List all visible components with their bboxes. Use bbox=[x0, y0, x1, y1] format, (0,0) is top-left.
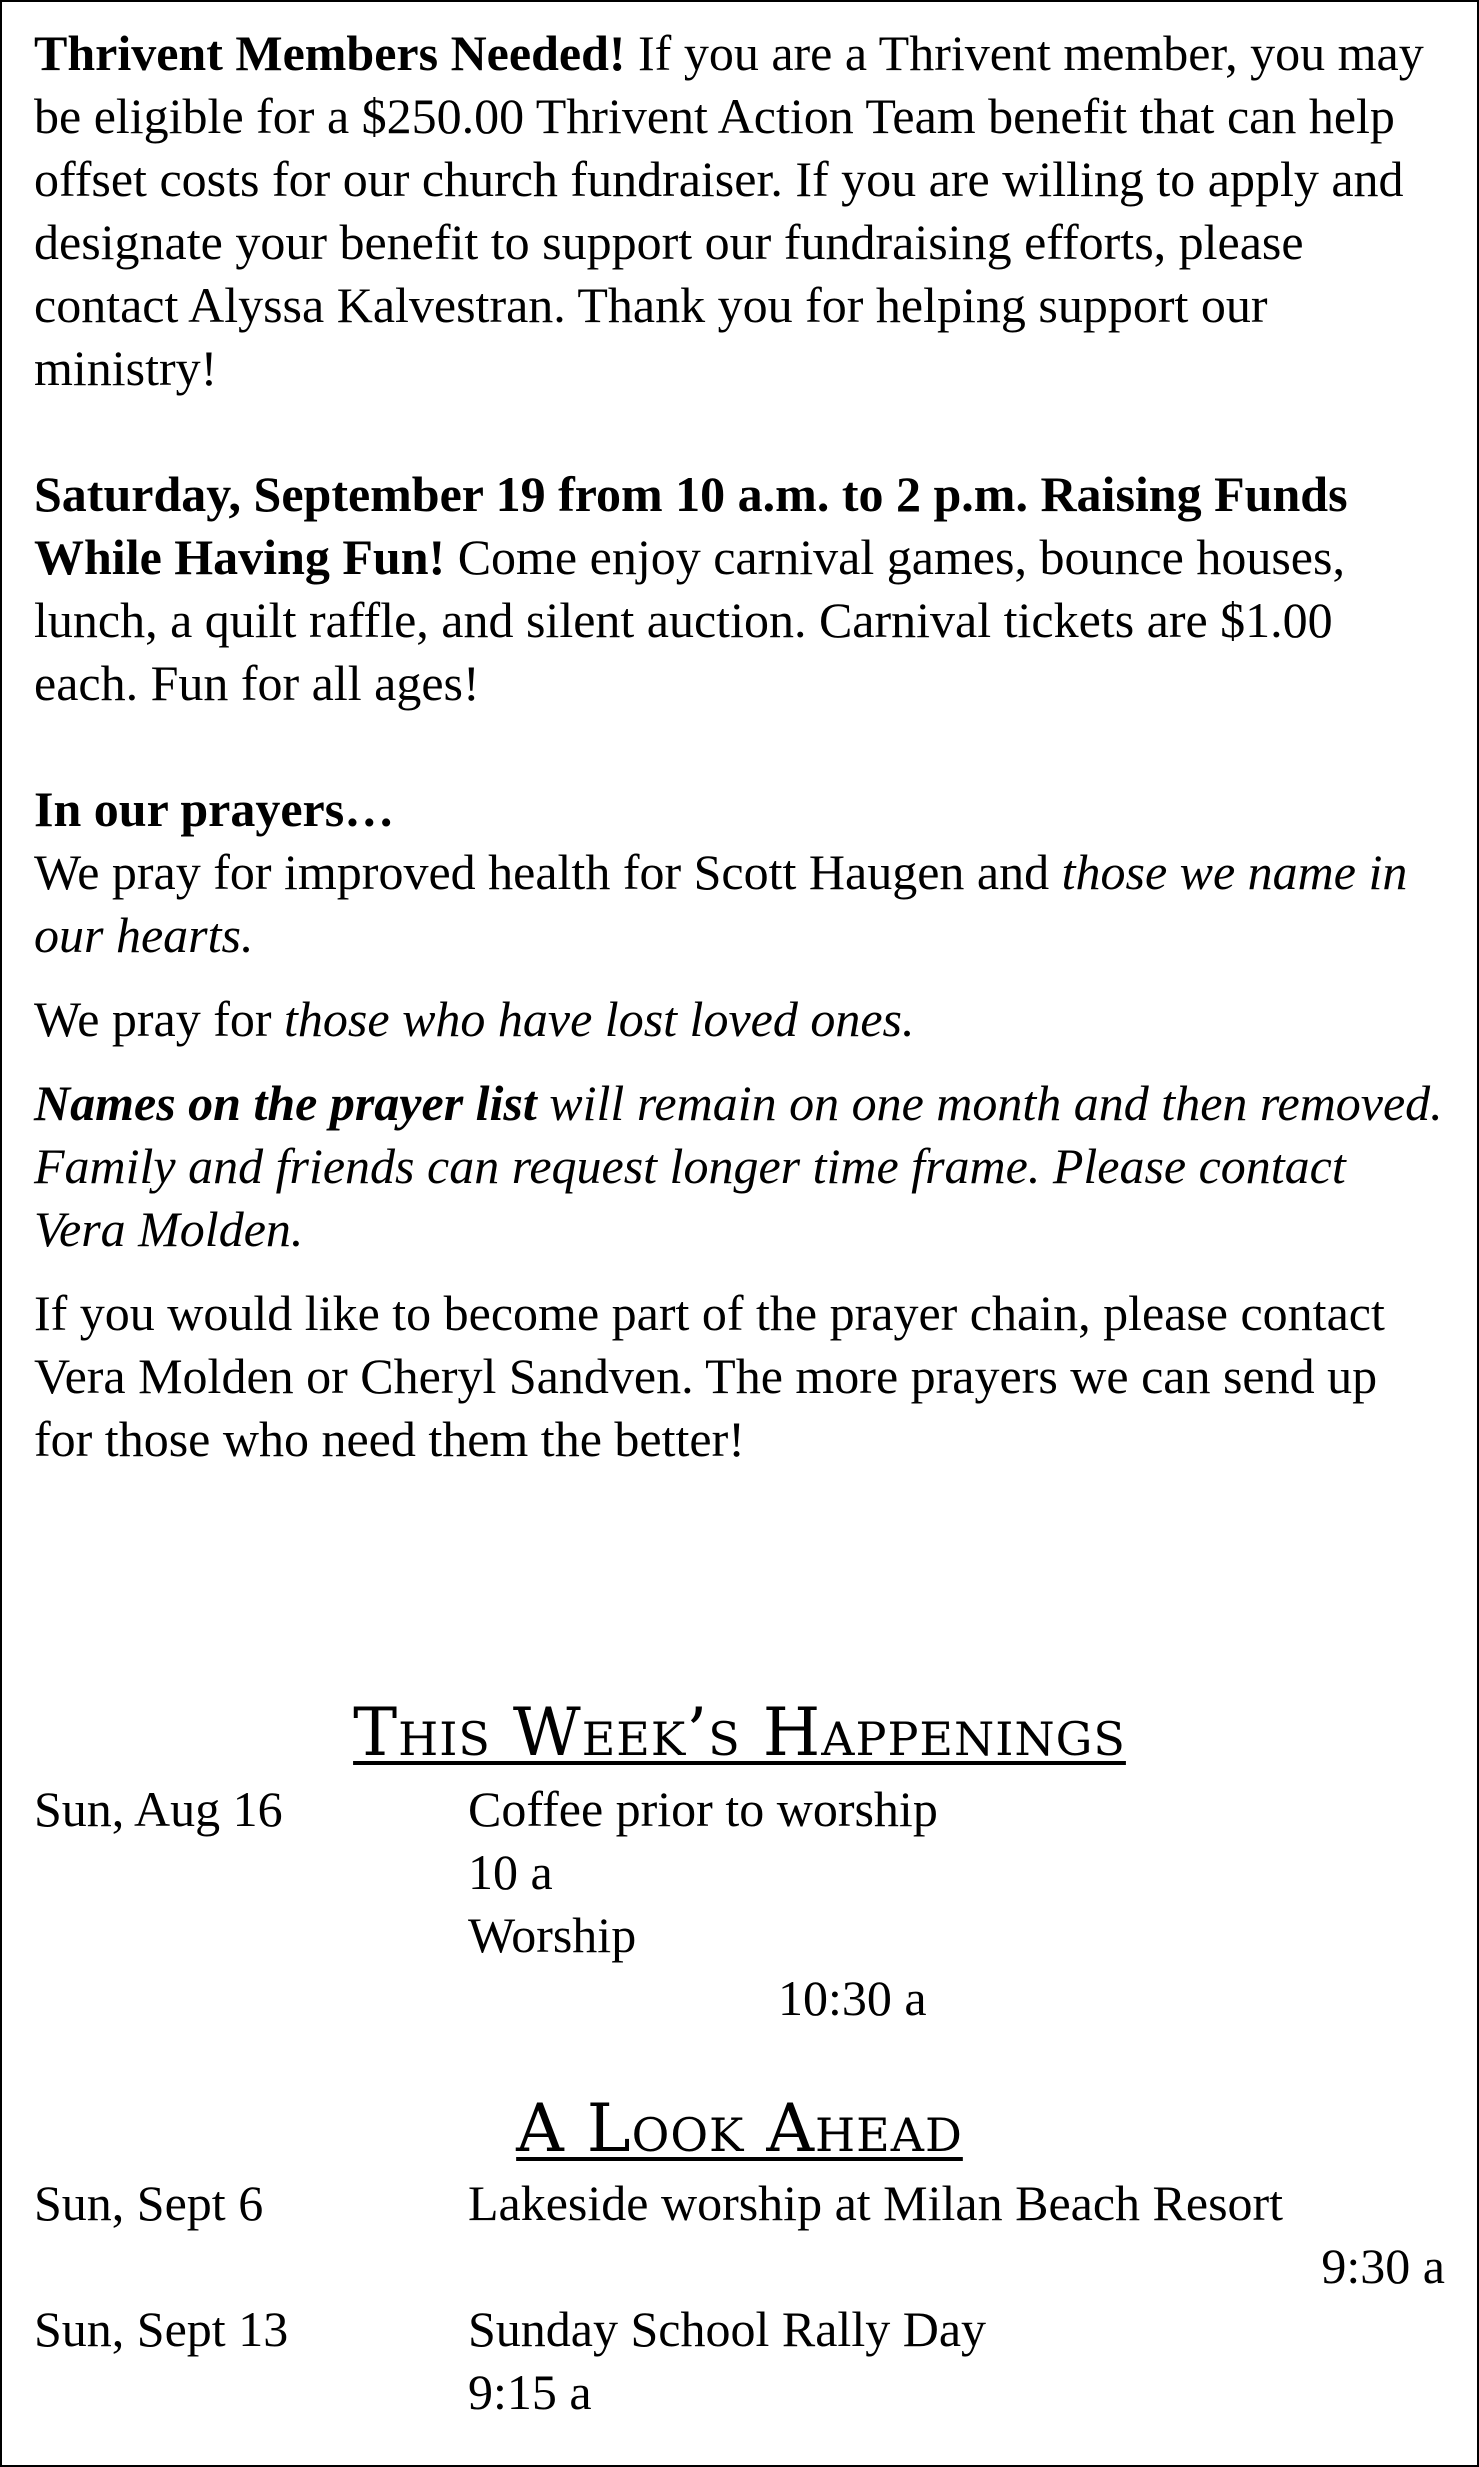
happenings-title: This Week’s Happenings bbox=[353, 1694, 1126, 1771]
prayer-paragraph-health: We pray for improved health for Scott Haugen and those we name in our hearts. bbox=[34, 844, 1408, 963]
fundraiser-heading: Saturday, September 19 from 10 a.m. to 2 p.m. Raising Funds While Having Fun! bbox=[34, 466, 1348, 585]
thrivent-heading: Thrivent Members Needed! bbox=[34, 25, 626, 81]
prayer-paragraph-loss: We pray for those who have lost loved ones. bbox=[34, 991, 915, 1047]
thrivent-body: If you are a Thrivent member, you may be eligible for a $250.00 Thrivent Action Team benefit that can help offset costs for our church fundraiser. If you are willing to apply and designate your benefit to support our fundraising efforts, please contact Alyssa Kalvestran. Thank you for helping support our ministry! bbox=[34, 25, 1424, 396]
ahead-time-lakeside: 9:30 a bbox=[1321, 2238, 1445, 2294]
fundraiser-announcement bbox=[34, 463, 1444, 715]
thrivent-announcement bbox=[34, 22, 1444, 400]
happenings-event-worship: Worship bbox=[468, 1907, 637, 1963]
announcements bbox=[34, 22, 1444, 1471]
ahead-event-lakeside: Lakeside worship at Milan Beach Resort bbox=[468, 2175, 1284, 2231]
happenings-time-coffee: 10 a bbox=[468, 1844, 553, 1900]
fundraiser-body: Come enjoy carnival games, bounce houses, lunch, a quilt raffle, and silent auction. Carnival tickets are $1.00 each. Fun for all ages! bbox=[34, 529, 1345, 711]
ahead-event-rally-day: Sunday School Rally Day bbox=[468, 2301, 987, 2357]
happenings-event-coffee: Coffee prior to worship bbox=[468, 1781, 938, 1837]
ahead-time-rally-day: 9:15 a bbox=[468, 2364, 592, 2420]
happenings-date: Sun, Aug 16 bbox=[34, 1781, 283, 1837]
prayers-heading: In our prayers… bbox=[34, 781, 395, 837]
prayer-chain-note: If you would like to become part of the prayer chain, please contact Vera Molden or Cheryl Sandven. The more prayers we can send up for those who need them the better! bbox=[34, 1285, 1385, 1467]
ahead-date-sept6: Sun, Sept 6 bbox=[34, 2175, 264, 2231]
look-ahead-title: A Look Ahead bbox=[516, 2090, 963, 2167]
ahead-date-sept13: Sun, Sept 13 bbox=[34, 2301, 289, 2357]
happenings-time-worship: 10:30 a bbox=[778, 1970, 927, 2026]
prayer-list-note: Names on the prayer list will remain on one month and then removed. Family and friends can request longer time frame. Please contact Vera Molden. bbox=[34, 1075, 1443, 1257]
